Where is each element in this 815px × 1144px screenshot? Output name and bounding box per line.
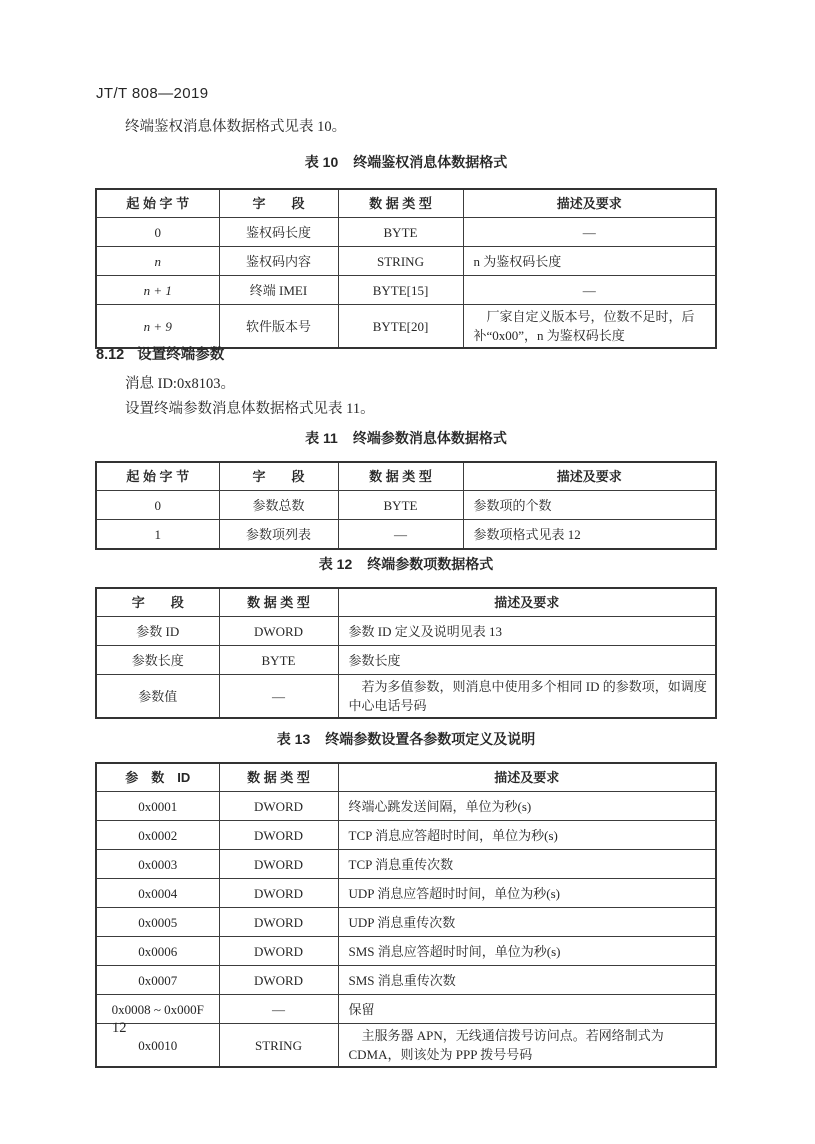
header-cell: 字 段 xyxy=(219,189,338,218)
table-caption-title: 终端参数设置各参数项定义及说明 xyxy=(325,731,536,747)
table-cell: 参数 ID 定义及说明见表 13 xyxy=(338,617,716,646)
header-cell: 描述及要求 xyxy=(338,763,716,792)
table-cell: BYTE[20] xyxy=(338,305,463,349)
table-cell: 参数项格式见表 12 xyxy=(463,520,716,550)
table-row xyxy=(96,491,716,520)
table-row xyxy=(96,966,716,995)
table-row xyxy=(96,218,716,247)
table-row xyxy=(96,305,716,349)
table-caption-label: 表 11 xyxy=(305,430,338,446)
table-cell: 参数项的个数 xyxy=(463,491,716,520)
table-cell: — xyxy=(463,276,716,305)
table-cell: — xyxy=(463,218,716,247)
header-cell: 数 据 类 型 xyxy=(338,189,463,218)
header-cell: 起 始 字 节 xyxy=(96,189,219,218)
table-caption-title: 终端参数项数据格式 xyxy=(367,556,494,572)
table-13 xyxy=(95,762,717,1068)
table-row xyxy=(96,520,716,550)
table-cell: 0x0010 xyxy=(96,1024,219,1068)
header-cell: 数 据 类 型 xyxy=(219,763,338,792)
table-row xyxy=(96,675,716,719)
table-row xyxy=(96,1024,716,1068)
table-cell: DWORD xyxy=(219,821,338,850)
table-header-row xyxy=(96,189,716,218)
table-cell: 参数项列表 xyxy=(219,520,338,550)
table-cell: 0x0006 xyxy=(96,937,219,966)
table-cell: STRING xyxy=(338,247,463,276)
table-row xyxy=(96,879,716,908)
table-cell: 0x0003 xyxy=(96,850,219,879)
table-cell: n + 9 xyxy=(96,305,219,349)
table-row xyxy=(96,617,716,646)
table-header-row xyxy=(96,588,716,617)
table-row xyxy=(96,247,716,276)
table-row xyxy=(96,908,716,937)
table-header-row xyxy=(96,763,716,792)
table-row xyxy=(96,821,716,850)
section-heading xyxy=(96,343,224,364)
table-cell: 0x0008 ~ 0x000F xyxy=(96,995,219,1024)
table-cell: DWORD xyxy=(219,792,338,821)
table-cell: 0x0005 xyxy=(96,908,219,937)
section-title: 设置终端参数 xyxy=(137,347,225,363)
header-cell: 描述及要求 xyxy=(463,189,716,218)
table-cell: n 为鉴权码长度 xyxy=(463,247,716,276)
table-caption-title: 终端参数消息体数据格式 xyxy=(352,430,507,446)
table-12 xyxy=(95,587,717,719)
intro-paragraph: 终端鉴权消息体数据格式见表 10。 xyxy=(125,119,347,135)
table-row xyxy=(96,646,716,675)
section-number: 8.12 xyxy=(96,347,125,363)
doc-number: JT/T 808—2019 xyxy=(96,85,209,102)
table-cell: 0x0002 xyxy=(96,821,219,850)
table-cell: 软件版本号 xyxy=(219,305,338,349)
table-cell: 0 xyxy=(96,218,219,247)
table-cell: 保留 xyxy=(338,995,716,1024)
table-row xyxy=(96,792,716,821)
table-cell: DWORD xyxy=(219,617,338,646)
table-10-caption xyxy=(95,152,717,172)
table-cell: UDP 消息重传次数 xyxy=(338,908,716,937)
message-id-paragraph: 消息 ID:0x8103。 xyxy=(125,376,235,392)
table-cell: 参数长度 xyxy=(338,646,716,675)
table-cell: 鉴权码长度 xyxy=(219,218,338,247)
table-cell: 1 xyxy=(96,520,219,550)
table-cell: 0x0001 xyxy=(96,792,219,821)
table-cell: DWORD xyxy=(219,850,338,879)
table-caption-title: 终端鉴权消息体数据格式 xyxy=(353,154,508,170)
table-cell: SMS 消息重传次数 xyxy=(338,966,716,995)
table-cell: — xyxy=(219,995,338,1024)
table-cell: DWORD xyxy=(219,908,338,937)
table-cell: 0x0004 xyxy=(96,879,219,908)
table-caption-label: 表 12 xyxy=(318,556,353,572)
table-cell: BYTE xyxy=(219,646,338,675)
table-header-row xyxy=(96,462,716,491)
header-cell: 数 据 类 型 xyxy=(338,462,463,491)
table-11 xyxy=(95,461,717,550)
table-cell: UDP 消息应答超时时间，单位为秒(s) xyxy=(338,879,716,908)
header-cell: 描述及要求 xyxy=(338,588,716,617)
header-cell: 描述及要求 xyxy=(463,462,716,491)
table-cell: 参数值 xyxy=(96,675,219,719)
table-cell: 主服务器 APN，无线通信拨号访问点。若网络制式为 CDMA，则该处为 PPP 拨号号码 xyxy=(338,1024,716,1068)
table-cell: DWORD xyxy=(219,937,338,966)
table-10 xyxy=(95,188,717,349)
table-cell: TCP 消息重传次数 xyxy=(338,850,716,879)
table-cell: SMS 消息应答超时时间，单位为秒(s) xyxy=(338,937,716,966)
table-cell: BYTE xyxy=(338,491,463,520)
table-row xyxy=(96,937,716,966)
table-11-caption xyxy=(95,428,717,448)
table-cell: 鉴权码内容 xyxy=(219,247,338,276)
table-cell: — xyxy=(219,675,338,719)
table-cell: n xyxy=(96,247,219,276)
table-row xyxy=(96,850,716,879)
table-13-caption xyxy=(95,729,717,749)
table-cell: 0 xyxy=(96,491,219,520)
table-caption-label: 表 13 xyxy=(276,731,311,747)
table-cell: BYTE xyxy=(338,218,463,247)
header-cell: 数 据 类 型 xyxy=(219,588,338,617)
table-cell: 0x0007 xyxy=(96,966,219,995)
header-cell: 字 段 xyxy=(219,462,338,491)
table-cell: 终端 IMEI xyxy=(219,276,338,305)
table-cell: STRING xyxy=(219,1024,338,1068)
table-cell: DWORD xyxy=(219,879,338,908)
table-cell: 参数总数 xyxy=(219,491,338,520)
table-cell: 参数 ID xyxy=(96,617,219,646)
table-12-caption xyxy=(95,554,717,574)
format-reference-paragraph: 设置终端参数消息体数据格式见表 11。 xyxy=(125,401,375,417)
table-row xyxy=(96,995,716,1024)
table-cell: BYTE[15] xyxy=(338,276,463,305)
page-number: 12 xyxy=(112,1020,127,1036)
header-cell: 字 段 xyxy=(96,588,219,617)
table-cell: 参数长度 xyxy=(96,646,219,675)
header-cell: 参 数 ID xyxy=(96,763,219,792)
table-cell: 厂家自定义版本号，位数不足时，后补“0x00”，n 为鉴权码长度 xyxy=(463,305,716,349)
table-cell: n + 1 xyxy=(96,276,219,305)
table-caption-label: 表 10 xyxy=(304,154,339,170)
table-cell: 终端心跳发送间隔，单位为秒(s) xyxy=(338,792,716,821)
table-row xyxy=(96,276,716,305)
table-cell: — xyxy=(338,520,463,550)
header-cell: 起 始 字 节 xyxy=(96,462,219,491)
table-cell: 若为多值参数，则消息中使用多个相同 ID 的参数项，如调度中心电话号码 xyxy=(338,675,716,719)
table-cell: DWORD xyxy=(219,966,338,995)
table-cell: TCP 消息应答超时时间，单位为秒(s) xyxy=(338,821,716,850)
